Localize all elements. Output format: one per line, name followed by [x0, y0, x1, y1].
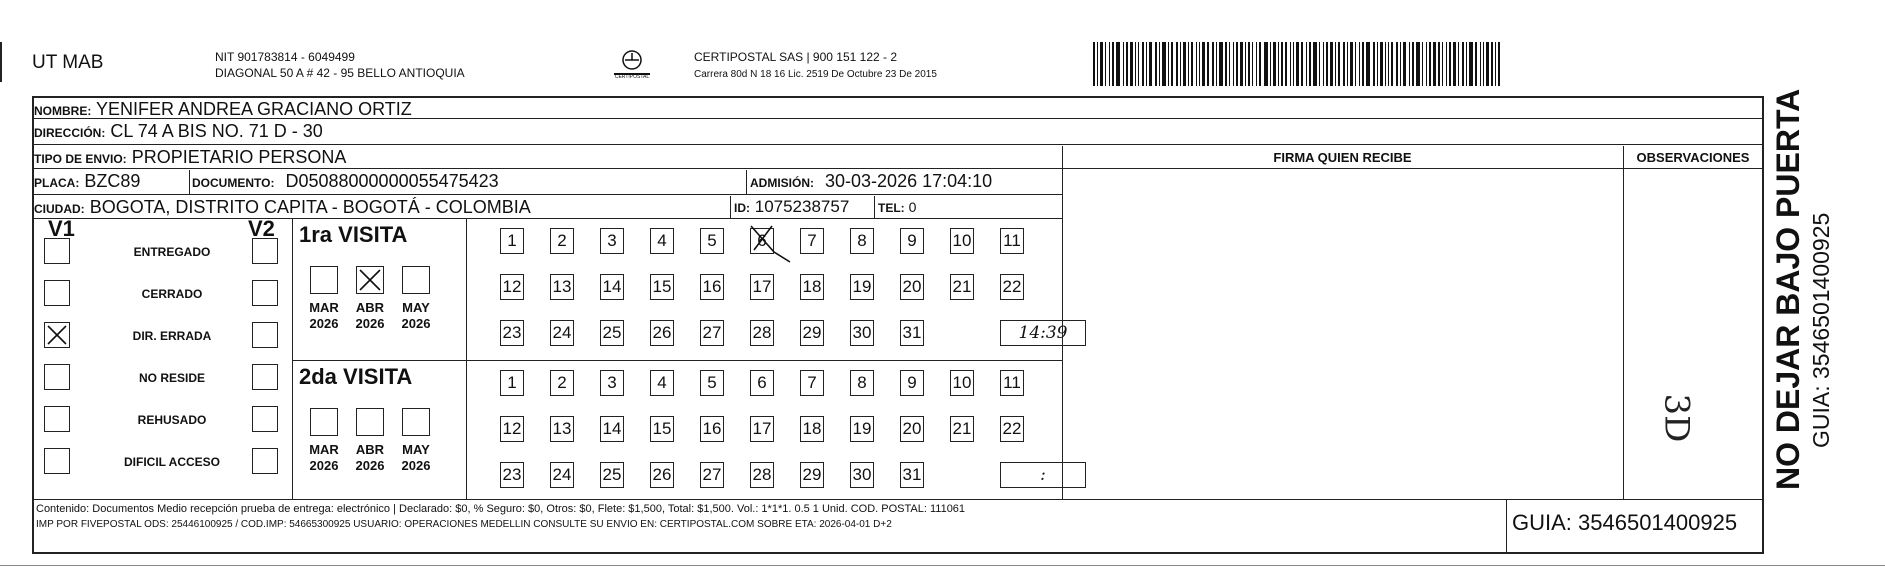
- day-box[interactable]: 28: [750, 320, 774, 346]
- barcode-bar: [1380, 42, 1383, 86]
- v2-checkbox[interactable]: [252, 280, 278, 306]
- v1-checkbox[interactable]: [44, 364, 70, 390]
- barcode-bar: [1171, 42, 1173, 86]
- day-box[interactable]: 1: [500, 370, 524, 396]
- day-box[interactable]: 20: [900, 416, 924, 442]
- barcode-bar: [1306, 42, 1307, 86]
- month-checkbox[interactable]: [356, 408, 384, 436]
- day-box[interactable]: 19: [850, 274, 874, 300]
- id-field: [734, 196, 849, 218]
- day-box[interactable]: 16: [700, 274, 724, 300]
- id-value: 1075238757: [754, 197, 850, 216]
- month-label: [304, 442, 344, 474]
- barcode-bar: [1135, 42, 1136, 86]
- day-box[interactable]: 26: [650, 320, 674, 346]
- visit-title: 1ra VISITA: [299, 222, 408, 247]
- barcode-bar: [1429, 42, 1431, 86]
- barcode-bar: [1159, 42, 1160, 86]
- barcode-bar: [1343, 42, 1345, 86]
- barcode-bar: [1155, 42, 1157, 86]
- day-box[interactable]: 23: [500, 462, 524, 488]
- barcode-bar: [1362, 42, 1364, 86]
- top-left-bracket: [0, 42, 8, 82]
- barcode-bar: [1326, 42, 1328, 86]
- day-box[interactable]: 23: [500, 320, 524, 346]
- day-box[interactable]: 29: [800, 462, 824, 488]
- month-name: MAY: [402, 300, 430, 315]
- barcode-bar: [1130, 42, 1133, 86]
- day-box[interactable]: 2: [550, 370, 574, 396]
- month-checkbox[interactable]: [310, 408, 338, 436]
- barcode-bar: [1264, 42, 1268, 86]
- day-box[interactable]: 15: [650, 274, 674, 300]
- barcode-bar: [1233, 42, 1234, 86]
- barcode-bar: [1385, 42, 1386, 86]
- month-label: [396, 300, 436, 332]
- barcode-bar: [1116, 42, 1120, 86]
- day-box[interactable]: 11: [1000, 370, 1024, 396]
- month-name: ABR: [355, 442, 385, 457]
- barcode-bar: [1400, 42, 1401, 86]
- divider: [730, 196, 731, 218]
- barcode-bar: [1290, 42, 1291, 86]
- day-box[interactable]: 7: [800, 370, 824, 396]
- barcode-bar: [1270, 42, 1271, 86]
- barcode-bar: [1412, 42, 1414, 86]
- month-label: [350, 300, 390, 332]
- day-box[interactable]: 11: [1000, 228, 1024, 254]
- barcode-bar: [1293, 42, 1294, 86]
- barcode-bar: [1188, 42, 1189, 86]
- barcode-bar: [1330, 42, 1333, 86]
- status-label: CERRADO: [141, 287, 203, 301]
- day-box[interactable]: 19: [850, 416, 874, 442]
- barcode-bar: [1396, 42, 1398, 86]
- day-box[interactable]: 14: [600, 274, 624, 300]
- carrier-license: Carrera 80d N 18 16 Lic. 2519 De Octubre 23 De 2015: [694, 69, 937, 80]
- day-box[interactable]: 4: [650, 228, 674, 254]
- time-box[interactable]: :: [1000, 462, 1086, 488]
- month-label: [350, 442, 390, 474]
- divider: [1506, 499, 1507, 554]
- day-box[interactable]: 10: [950, 370, 974, 396]
- v2-checkbox[interactable]: [252, 322, 278, 348]
- day-box[interactable]: 21: [950, 274, 974, 300]
- company-name: UT MAB: [32, 52, 104, 73]
- footer-divider: [34, 499, 1762, 500]
- day-box[interactable]: 24: [550, 462, 574, 488]
- month-checkbox[interactable]: [402, 266, 430, 294]
- direccion-value: CL 74 A BIS NO. 71 D - 30: [110, 121, 323, 141]
- time-box[interactable]: 14:39: [1000, 320, 1086, 346]
- barcode-bar: [1319, 42, 1320, 86]
- day-box[interactable]: 17: [750, 416, 774, 442]
- barcode-bar: [1323, 42, 1324, 86]
- placa-label: PLACA:: [34, 176, 80, 190]
- nombre-label: NOMBRE:: [34, 104, 92, 118]
- barcode: [1093, 42, 1627, 86]
- admision-label: ADMISIÓN:: [750, 176, 814, 190]
- barcode-bar: [1335, 42, 1336, 86]
- day-box[interactable]: 5: [700, 228, 724, 254]
- v2-label: V2: [248, 216, 275, 241]
- barcode-bar: [1109, 42, 1110, 86]
- day-box[interactable]: 30: [850, 462, 874, 488]
- barcode-bar: [1149, 42, 1152, 86]
- barcode-bar: [1495, 42, 1496, 86]
- barcode-bar: [1138, 42, 1139, 86]
- admision-value: 30-03-2026 17:04:10: [825, 171, 993, 191]
- barcode-bar: [1313, 42, 1317, 86]
- v1-checkbox[interactable]: [44, 238, 70, 264]
- divider: [292, 218, 293, 499]
- barcode-bar: [1347, 42, 1348, 86]
- barcode-bar: [1462, 42, 1464, 86]
- status-label: ENTREGADO: [133, 245, 211, 259]
- divider: [189, 170, 190, 194]
- firma-header: FIRMA QUIEN RECIBE: [1273, 150, 1412, 165]
- barcode-bar: [1442, 42, 1443, 86]
- divider: [1623, 146, 1624, 499]
- day-box[interactable]: 5: [700, 370, 724, 396]
- day-box[interactable]: 25: [600, 462, 624, 488]
- month-year: 2026: [309, 316, 339, 331]
- day-box[interactable]: 6: [750, 228, 774, 254]
- company-address: DIAGONAL 50 A # 42 - 95 BELLO ANTIOQUIA: [215, 66, 465, 80]
- month-label: [396, 442, 436, 474]
- divider: [1062, 168, 1762, 169]
- day-box[interactable]: 31: [900, 320, 924, 346]
- side-guia: GUIA: 3546501400925: [1808, 212, 1834, 448]
- barcode-bar: [1388, 42, 1389, 86]
- day-box[interactable]: 1: [500, 228, 524, 254]
- day-box[interactable]: 29: [800, 320, 824, 346]
- day-box[interactable]: 25: [600, 320, 624, 346]
- barcode-bar: [1483, 42, 1484, 86]
- documento-value: D05088000000055475423: [285, 171, 499, 191]
- barcode-bar: [1446, 42, 1447, 86]
- day-box[interactable]: 10: [950, 228, 974, 254]
- barcode-bar: [1126, 42, 1128, 86]
- observaciones-header: OBSERVACIONES: [1636, 150, 1750, 165]
- barcode-bar: [1146, 42, 1147, 86]
- barcode-bar: [1296, 42, 1299, 86]
- month-checkbox[interactable]: [310, 266, 338, 294]
- day-box[interactable]: 13: [550, 416, 574, 442]
- bottom-edge-line: [0, 565, 1885, 566]
- barcode-bar: [1422, 42, 1423, 86]
- barcode-bar: [1097, 42, 1098, 86]
- v1-checkbox[interactable]: [44, 448, 70, 474]
- month-year: 2026: [401, 316, 431, 331]
- barcode-bar: [1199, 42, 1200, 86]
- barcode-bar: [1301, 42, 1303, 86]
- day-box[interactable]: 26: [650, 462, 674, 488]
- footer-line-2: IMP POR FIVEPOSTAL ODS: 25446100925 / COD.IMP: 54665300925 USUARIO: OPERACIONES MEDELLIN CONSULTE SU ENVIO EN: CERTIPOSTAL.COM SOBRE ETA: 2026-04-01 D+2: [36, 519, 892, 530]
- day-box[interactable]: 13: [550, 274, 574, 300]
- barcode-bar: [1377, 42, 1378, 86]
- day-box[interactable]: 28: [750, 462, 774, 488]
- barcode-bar: [1438, 42, 1440, 86]
- barcode-bar: [1225, 42, 1227, 86]
- month-year: 2026: [401, 458, 431, 473]
- admision-field: [750, 170, 992, 194]
- divider: [746, 170, 747, 194]
- barcode-bar: [1252, 42, 1253, 86]
- barcode-bar: [1278, 42, 1279, 86]
- day-box[interactable]: 15: [650, 416, 674, 442]
- barcode-bar: [1498, 42, 1500, 86]
- month-year: 2026: [355, 458, 385, 473]
- day-box[interactable]: 21: [950, 416, 974, 442]
- footer-line-1: Contenido: Documentos Medio recepción prueba de entrega: electrónico | Declarado: $0, % Seguro: $0, Otros: $0, Flete: $1,500, Total: $1,500. Vol.: 1*1*1. 0.5 1 Unid. COD. POSTAL: 111061: [36, 503, 966, 515]
- tipo-label: TIPO DE ENVIO:: [34, 152, 127, 166]
- barcode-bar: [1491, 42, 1493, 86]
- nombre-value: YENIFER ANDREA GRACIANO ORTIZ: [96, 99, 412, 119]
- v2-checkbox[interactable]: [252, 406, 278, 432]
- barcode-bar: [1350, 42, 1353, 86]
- barcode-bar: [1248, 42, 1250, 86]
- barcode-bar: [1416, 42, 1420, 86]
- day-box[interactable]: 6: [750, 370, 774, 396]
- tipo-value: PROPIETARIO PERSONA: [131, 147, 347, 167]
- row-nombre: [34, 98, 1762, 119]
- footer-guia: GUIA: 3546501400925: [1512, 510, 1738, 535]
- status-label: DIFICIL ACCESO: [123, 455, 220, 469]
- barcode-bar: [1240, 42, 1243, 86]
- v2-checkbox[interactable]: [252, 238, 278, 264]
- barcode-bar: [1281, 42, 1283, 86]
- barcode-bar: [1142, 42, 1144, 86]
- barcode-bar: [1180, 42, 1181, 86]
- barcode-bar: [1433, 42, 1436, 86]
- barcode-bar: [1093, 42, 1095, 86]
- divider: [292, 360, 1062, 361]
- month-name: ABR: [355, 300, 385, 315]
- documento-field: [192, 170, 499, 194]
- barcode-bar: [1229, 42, 1230, 86]
- tel-field: [878, 196, 916, 218]
- day-box[interactable]: 3: [600, 370, 624, 396]
- delivery-form: [32, 96, 1764, 554]
- day-box[interactable]: 7: [800, 228, 824, 254]
- barcode-bar: [1112, 42, 1114, 86]
- day-check-mark: [748, 222, 792, 271]
- barcode-bar: [1338, 42, 1340, 86]
- day-box[interactable]: 12: [500, 274, 524, 300]
- barcode-bar: [1168, 42, 1169, 86]
- barcode-bar: [1183, 42, 1186, 86]
- day-box[interactable]: 14: [600, 416, 624, 442]
- row-tipo: [34, 146, 1062, 169]
- month-name: MAR: [309, 300, 339, 315]
- day-box[interactable]: 20: [900, 274, 924, 300]
- month-year: 2026: [355, 316, 385, 331]
- tel-value: 0: [908, 199, 917, 215]
- barcode-bar: [1207, 42, 1209, 86]
- month-name: MAR: [309, 442, 339, 457]
- divider: [874, 196, 875, 218]
- month-checkbox[interactable]: [356, 266, 384, 294]
- v1-checkbox[interactable]: [44, 406, 70, 432]
- logo-caption: CERTIPOSTAL: [614, 74, 650, 80]
- status-label: DIR. ERRADA: [132, 329, 212, 343]
- barcode-bar: [1453, 42, 1456, 86]
- row-direccion: [34, 120, 1762, 145]
- barcode-bar: [1256, 42, 1257, 86]
- barcode-bar: [1273, 42, 1276, 86]
- barcode-bar: [1426, 42, 1427, 86]
- direccion-label: DIRECCIÓN:: [34, 126, 106, 140]
- barcode-bar: [1100, 42, 1103, 86]
- v2-checkbox[interactable]: [252, 364, 278, 390]
- day-box[interactable]: 18: [800, 416, 824, 442]
- v1-label: V1: [48, 216, 75, 241]
- day-box[interactable]: 4: [650, 370, 674, 396]
- barcode-bar: [1285, 42, 1287, 86]
- divider: [466, 218, 467, 499]
- barcode-bar: [1373, 42, 1375, 86]
- barcode-bar: [1123, 42, 1124, 86]
- header: [0, 0, 1885, 96]
- month-label: [304, 300, 344, 332]
- day-box[interactable]: 12: [500, 416, 524, 442]
- ciudad-value: BOGOTA, DISTRITO CAPITA - BOGOTÁ - COLOMBIA: [89, 197, 531, 217]
- day-box[interactable]: 18: [800, 274, 824, 300]
- day-box[interactable]: 8: [850, 228, 874, 254]
- day-box[interactable]: 3: [600, 228, 624, 254]
- barcode-bar: [1409, 42, 1410, 86]
- day-box[interactable]: 30: [850, 320, 874, 346]
- day-box[interactable]: 31: [900, 462, 924, 488]
- barcode-bar: [1469, 42, 1473, 86]
- barcode-bar: [1486, 42, 1489, 86]
- status-label: NO RESIDE: [138, 371, 205, 385]
- barcode-bar: [1355, 42, 1356, 86]
- month-year: 2026: [309, 458, 339, 473]
- barcode-bar: [1176, 42, 1178, 86]
- barcode-bar: [1359, 42, 1360, 86]
- v1-checkbox[interactable]: [44, 322, 70, 348]
- day-box[interactable]: 8: [850, 370, 874, 396]
- day-box[interactable]: 9: [900, 228, 924, 254]
- barcode-bar: [1449, 42, 1451, 86]
- barcode-bar: [1466, 42, 1467, 86]
- day-box[interactable]: 16: [700, 416, 724, 442]
- barcode-bar: [1259, 42, 1261, 86]
- day-box[interactable]: 27: [700, 320, 724, 346]
- barcode-bar: [1202, 42, 1205, 86]
- barcode-bar: [1309, 42, 1311, 86]
- barcode-bar: [1162, 42, 1166, 86]
- day-box[interactable]: 2: [550, 228, 574, 254]
- status-label: REHUSADO: [137, 413, 207, 427]
- barcode-bar: [1458, 42, 1459, 86]
- barcode-bar: [1480, 42, 1481, 86]
- barcode-bar: [1219, 42, 1223, 86]
- placa-value: BZC89: [84, 171, 141, 191]
- barcode-bar: [1236, 42, 1238, 86]
- v2-checkbox[interactable]: [252, 448, 278, 474]
- barcode-bar: [1366, 42, 1370, 86]
- day-box[interactable]: 24: [550, 320, 574, 346]
- month-checkbox[interactable]: [402, 408, 430, 436]
- observaciones-note: 3D: [1656, 393, 1697, 443]
- barcode-bar: [1475, 42, 1477, 86]
- day-box[interactable]: 17: [750, 274, 774, 300]
- day-box[interactable]: 9: [900, 370, 924, 396]
- company-nit: NIT 901783814 - 6049499: [215, 50, 355, 64]
- barcode-bar: [1212, 42, 1214, 86]
- day-box[interactable]: 22: [1000, 274, 1024, 300]
- barcode-bar: [1391, 42, 1393, 86]
- documento-label: DOCUMENTO:: [192, 176, 275, 190]
- barcode-bar: [1403, 42, 1406, 86]
- day-box[interactable]: 27: [700, 462, 724, 488]
- barcode-bar: [1245, 42, 1246, 86]
- v1-checkbox[interactable]: [44, 280, 70, 306]
- month-name: MAY: [402, 442, 430, 457]
- tel-label: TEL:: [878, 201, 905, 215]
- visit-title: 2da VISITA: [299, 364, 413, 389]
- barcode-bar: [1196, 42, 1197, 86]
- id-label: ID:: [734, 201, 750, 215]
- day-box[interactable]: 22: [1000, 416, 1024, 442]
- side-warning: NO DEJAR BAJO PUERTA: [1770, 88, 1806, 490]
- barcode-bar: [1216, 42, 1217, 86]
- barcode-bar: [1191, 42, 1193, 86]
- carrier-name: CERTIPOSTAL SAS | 900 151 122 - 2: [694, 50, 897, 64]
- ciudad-label: CIUDAD:: [34, 202, 85, 216]
- barcode-bar: [1105, 42, 1106, 86]
